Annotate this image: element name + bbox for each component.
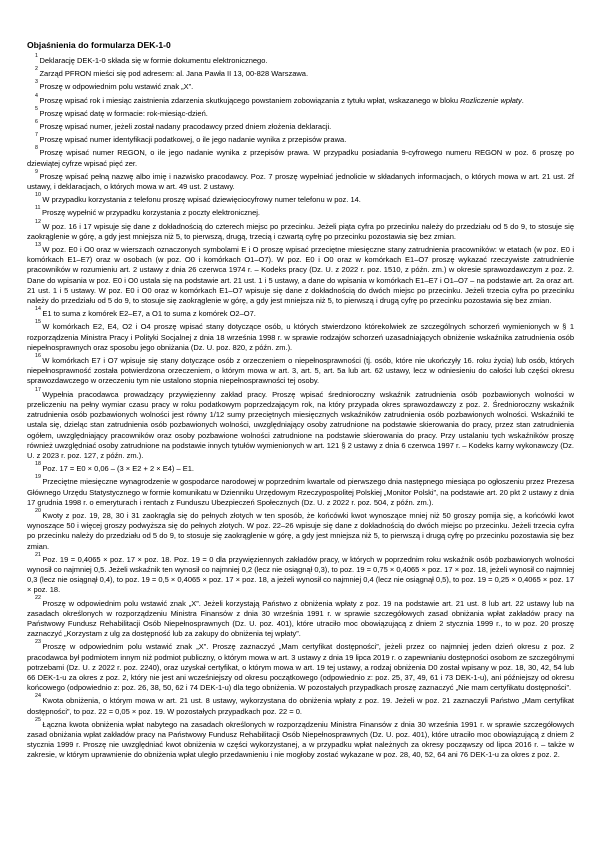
footnote-number: 3 (35, 79, 38, 86)
footnote-text: Proszę wpisać pełną nazwę albo imię i nazwisko pracodawcy. Poz. 7 proszę wypełniać jednolicie w składanych informacjach, o których mowa w art. 21 ust. 2f ustawy, i deklaracjach, o których mowa w art. 49 ust. 2 ustawy. (27, 171, 574, 192)
footnote-text: W poz. E0 i O0 oraz w wierszach oznaczonych symbolami E i O proszę wpisać przeciętne miesięczne stany zatrudnienia pracowników: w etatach (w poz. E0 i komórkach E1–E7) oraz w osobach (w poz. O0 i komórkach O1–O7). W poz. E0 i O0 oraz w komórkach E1–O7 proszę wykazać rzeczywiste zatrudnienie pracowników w rozumieniu art. 2 ustawy z dnia 26 czerwca 1974 r. – Kodeks pracy (Dz. U. z 2022 r. poz. 1510, z późn. zm.) w okresie sprawozdawczym z poz. 2. Dane do wpisania w poz. E0 i O0 ustala się na podstawie art. 21 ust. 1 i 5 ustawy, a dane do wpisania w komórkach E1–E7 i O1–O7 – na podstawie art. 2a oraz art. 21 ust. 1 i 5 ustawy. W poz. E0 i O0 oraz w komórkach E1–O7 wpisuje się dane z dokładnością do dwóch miejsc po przecinku. Jeżeli trzecia cyfra po przecinku należy do przedziału od 5 do 9, to stosuje się zaokrąglenie w górę, a gdy jest mniejsza niż 5, to pierwszą i drugą cyfrę po przecinku pozostawia się bez zmian. (27, 245, 574, 306)
footnote-number: 23 (35, 639, 41, 646)
footnote (27, 66, 574, 79)
footnote-number: 25 (35, 716, 41, 723)
footnote-number: 11 (35, 205, 41, 212)
footnote-text: W przypadku korzystania z telefonu proszę wpisać dziewięciocyfrowy numer telefonu w poz. 14. (42, 195, 361, 205)
footnote-text: Przeciętne miesięczne wynagrodzenie w gospodarce narodowej w poprzednim kwartale od pierwszego dnia następnego miesiąca po ogłoszeniu przez Prezesa Głównego Urzędu Statystycznego w formie komunikatu w Dzienniku Urzędowym Rzeczypospolitej Polskiej „Monitor Polski”, na podstawie art. 20 pkt 2 ustawy z dnia 17 grudnia 1998 r. o emeryturach i rentach z Funduszu Ubezpieczeń Społecznych (Dz. U. z 2022 r. poz. 504, z późn. zm.). (27, 477, 574, 507)
footnote-text: Proszę wpisać numer, jeżeli został nadany pracodawcy przed dniem złożenia deklaracji. (39, 122, 332, 132)
footnote-text: Kwoty z poz. 19, 28, 30 i 31 zaokrągla się do pełnych złotych w ten sposób, że końcówki kwot wynoszące mniej niż 50 groszy pomija się, a końcówki kwot wynoszące 50 i więcej groszy podwyższa się do pełnych złotych. W poz. 22–26 wpisuje się dane z dokładnością do dwóch miejsc po przecinku. Jeżeli trzecia cyfra po przecinku należy do przedziału od 5 do 9, to stosuje się zaokrąglenie w górę, a gdy jest mniejsza niż 5, to pierwszą i drugą cyfrę po przecinku pozostawia się bez zmian. (27, 510, 574, 551)
footnote (27, 145, 574, 168)
footnote (27, 595, 574, 640)
footnote-number: 7 (35, 132, 38, 139)
footnote-number: 13 (35, 241, 41, 248)
footnote-text: Proszę wypełnić w przypadku korzystania z poczty elektronicznej. (42, 208, 261, 218)
footnote-text: Proszę wpisać numer REGON, o ile jego nadanie wynika z przepisów prawa. W przypadku posiadania 9-cyfrowego numeru REGON w poz. 6 proszę po dziewiątej cyfrze wpisać pięć zer. (27, 148, 574, 168)
footnote (27, 639, 574, 693)
footnote (27, 352, 574, 387)
footnote-text: Deklarację DEK-1-0 składa się w formie dokumentu elektronicznego. (39, 56, 268, 65)
footnote-number: 9 (35, 168, 38, 175)
footnotes-list (27, 52, 574, 761)
footnote-number: 5 (35, 105, 38, 112)
footnote-number: 14 (35, 306, 41, 313)
footnote (27, 474, 574, 508)
footnote-text: W poz. 16 i 17 wpisuje się dane z dokładnością do czterech miejsc po przecinku. Jeżeli piąta cyfra po przecinku należy do przedziału od 5 do 9, to stosuje się zaokrąglenie w górę, a gdy jest mniejsza niż 5, to pierwszą, drugą, trzecią i czwartą cyfrę po przecinku pozostawia się bez zmian. (27, 221, 574, 241)
footnote-number: 10 (35, 192, 41, 199)
footnote (27, 52, 574, 66)
footnote (27, 118, 574, 132)
footnote-text: W komórkach E7 i O7 wpisuje się stany dotyczące osób z orzeczeniem o niepełnosprawności (tj. osób, które nie ukończyły 16. roku życia) lub osób, których niepełnosprawność została potwierdzona orzeczeniem, o którym mowa w art. 3, art. 5, art. 5a lub art. 62 ustawy, lecz w odniesieniu do całości lub części okresu sprawozdawczego w orzeczeniu tym nie ustalono stopnia niepełnosprawności tej osoby. (27, 356, 574, 386)
footnote (27, 507, 574, 552)
footnote-text: Łączna kwota obniżenia wpłat nabytego na zasadach określonych w rozporządzeniu Ministra Finansów z dnia 30 września 1991 r. w sprawie szczegółowych zasad obniżania wpłat zakładów pracy na Państwowy Fundusz Rehabilitacji Osób Niepełnosprawnych (Dz. U. poz. 401), które utraciło moc obowiązującą z dniem 2 stycznia 1999 r. Proszę nie uwzględniać kwot obniżenia w części wykorzystanej, a w przypadku wpłat należnych za okresy począwszy od lipca 2016 r. – także w zakresie, w którym uprawnienie do obniżenia wpłat uległo przedawnieniu i nie mogłoby zostać wykazane w poz. 28, 40, 52, 64 ani 76 DEK-1-u za okres z poz. 2. (27, 719, 574, 760)
footnote-number: 20 (35, 507, 41, 514)
footnote-number: 21 (35, 551, 41, 558)
footnote-number: 24 (35, 693, 41, 700)
footnote (27, 306, 574, 319)
footnote-number: 12 (35, 218, 41, 225)
footnote (27, 461, 574, 474)
footnote-number: 17 (35, 386, 41, 393)
footnote-text: Poz. 17 = E0 × 0,06 – (3 × E2 + 2 × E4) – E1. (42, 464, 194, 474)
footnote-number: 2 (35, 66, 38, 73)
footnote-text: Zarząd PFRON mieści się pod adresem: al. Jana Pawła II 13, 00-828 Warszawa. (39, 69, 309, 79)
footnote-number: 18 (35, 461, 41, 468)
footnote-text: Wypełnia pracodawca prowadzący przywięzienny zakład pracy. Proszę wpisać średnioroczny wskaźnik zatrudnienia osób pozbawionych wolności w przeliczeniu na pełny wymiar czasu pracy w roku podatkowym poprzedzającym rok, na który przypada okres sprawozdawczy z poz. 2. Średnioroczny wskaźnik zatrudnienia osób pozbawionych wolności jest równy 1/12 sumy przeciętnych miesięcznych wskaźników zatrudnienia osób pozbawionych wolności. Wskaźniki te ustala się, dzieląc stan zatrudnienia osób pozbawionych wolności, uwzględniający osoby zatrudnione na podstawie skierowania do pracy, przez stan zatrudnienia ogółem, uwzględniający pracowników oraz osoby pozbawione wolności zatrudnione na podstawie skierowania do pracy. Przy ustalaniu tych wskaźników proszę również uwzględniać osoby zatrudnione na podstawie innych tytułów wymienionych w art. 121 § 2 ustawy z dnia 6 czerwca 1997 r. – Kodeks karny wykonawczy (Dz. U. z 2023 r. poz. 127, z późn. zm.). (27, 389, 574, 460)
footnote (27, 241, 574, 306)
footnote (27, 693, 574, 716)
footnote (27, 218, 574, 242)
footnote (27, 79, 574, 92)
footnote-text: Proszę w odpowiednim polu wstawić znak „X”. Jeżeli korzystają Państwo z obniżenia wpłaty z poz. 19 na podstawie art. 21 ust. 8 lub art. 22 ustawy lub na zasadach określonych w rozporządzeniu Ministra Finansów z dnia 30 września 1991 r. w sprawie szczegółowych zasad obniżania wpłat zakładów pracy na Państwowy Fundusz Rehabilitacji Osób Niepełnosprawnych (Dz. U. poz. 401), które utraciło moc obowiązującą z dniem 2 stycznia 1999 r., to w poz. 20 proszę zaznaczyć „Korzystam z ulg za dostępność lub za zakupy do obniżenia tej wpłaty”. (27, 598, 574, 639)
footnote-text: Proszę wpisać datę w formacie: rok-miesiąc-dzień. (39, 108, 208, 118)
footnote-text: Kwota obniżenia, o którym mowa w art. 21 ust. 8 ustawy, wykorzystana do obniżenia wpłaty z poz. 19. Jeżeli w poz. 21 zaznaczyli Państwo „Mam certyfikat dostępności”, to poz. 22 = 0,05 × poz. 19. W pozostałych przypadkach poz. 22 = 0. (27, 696, 574, 716)
footnote-text: E1 to suma z komórek E2–E7, a O1 to suma z komórek O2–O7. (42, 309, 256, 319)
footnote-text: Proszę wpisać rok i miesiąc zaistnienia zdarzenia skutkującego powstaniem zobowiązania z tytułu wpłat, wskazanego w bloku Rozliczenie wpłaty. (39, 95, 524, 105)
footnote (27, 319, 574, 353)
footnote-number: 22 (35, 595, 41, 602)
footnote-text: Proszę wpisać numer identyfikacji podatkowej, o ile jego nadanie wynika z przepisów prawa. (39, 135, 347, 145)
footnote (27, 205, 574, 218)
footnote-number: 4 (35, 92, 38, 99)
footnote (27, 386, 574, 461)
footnote (27, 168, 574, 192)
footnote-number: 8 (35, 145, 38, 152)
footnote-text: W komórkach E2, E4, O2 i O4 proszę wpisać stany dotyczące osób, u których stwierdzono którekolwiek ze szczególnych schorzeń wymienionych w § 1 rozporządzenia Ministra Pracy i Polityki Socjalnej z dnia 18 września 1998 r. w sprawie rodzajów schorzeń uzasadniających obniżenie wskaźnika zatrudnienia osób niepełnosprawnych oraz sposobu jego obniżania (Dz. U. poz. 820, z późn. zm.). (27, 322, 574, 352)
footnote (27, 105, 574, 119)
footnote-text: Proszę w odpowiednim polu wstawić znak „X”. (39, 82, 194, 92)
footnote-text: Proszę w odpowiednim polu wstawić znak „X”. Proszę zaznaczyć „Mam certyfikat dostępności”, jeżeli przez co najmniej jeden dzień okresu z poz. 2 pracodawca był podmiotem innym niż podmiot publiczny, o którym mowa w art. 3 ustawy z dnia 19 lipca 2019 r. o zapewnianiu dostępności osobom ze szczególnymi potrzebami (Dz. U. z 2022 r. poz. 2240), oraz uzyskał certyfikat, o którym mowa w art. 19 tej ustawy, a rodzaj obniżenia D0 został wpisany w poz. 18, 30, 42, 54 lub 66 DEK-1-u za okres z poz. 2, który nie jest ani wcześniejszy od okresu początkowego (odpowiednio z: poz. 25, 37, 49, 61 i 73 DEK-1-u), ani późniejszy od okresu końcowego (odpowiednio z: poz. 26, 38, 50, 62 i 74 DEK-1-u) dla tego obniżenia. W pozostałych przypadkach proszę zaznaczyć „Nie mam certyfikatu dostępności”. (27, 642, 574, 693)
footnote (27, 192, 574, 205)
footnote (27, 132, 574, 145)
footnote-number: 6 (35, 118, 38, 125)
footnote (27, 716, 574, 761)
footnote-number: 19 (35, 474, 41, 481)
footnote (27, 551, 574, 596)
footnote-number: 15 (35, 319, 41, 326)
footnote-number: 16 (35, 352, 41, 359)
footnote-text: Poz. 19 = 0,4065 × poz. 17 × poz. 18. Poz. 19 = 0 dla przywięziennych zakładów pracy, w których w poprzednim roku wskaźnik osób pozbawionych wolności wynosił co najmniej 0,5. Jeżeli wskaźnik ten wynosił co najmniej 0,2 (lecz nie osiągnął 0,3), to poz. 19 = 0,75 × 0,4065 × poz. 17 × poz. 18, jeżeli wynosił co najmniej 0,3 (lecz nie osiągnął 0,4), to poz. 19 = 0,5 × 0,4065 × poz. 17 × poz. 18, a jeżeli wynosił co najmniej 0,4 (lecz nie osiągnął 0,5), to poz. 19 = 0,25 × 0,4065 × poz. 17 × poz. 18. (27, 554, 574, 595)
footnote (27, 92, 574, 106)
page-title: Objaśnienia do formularza DEK-1-0 (27, 40, 171, 50)
footnote-number: 1 (35, 52, 38, 59)
